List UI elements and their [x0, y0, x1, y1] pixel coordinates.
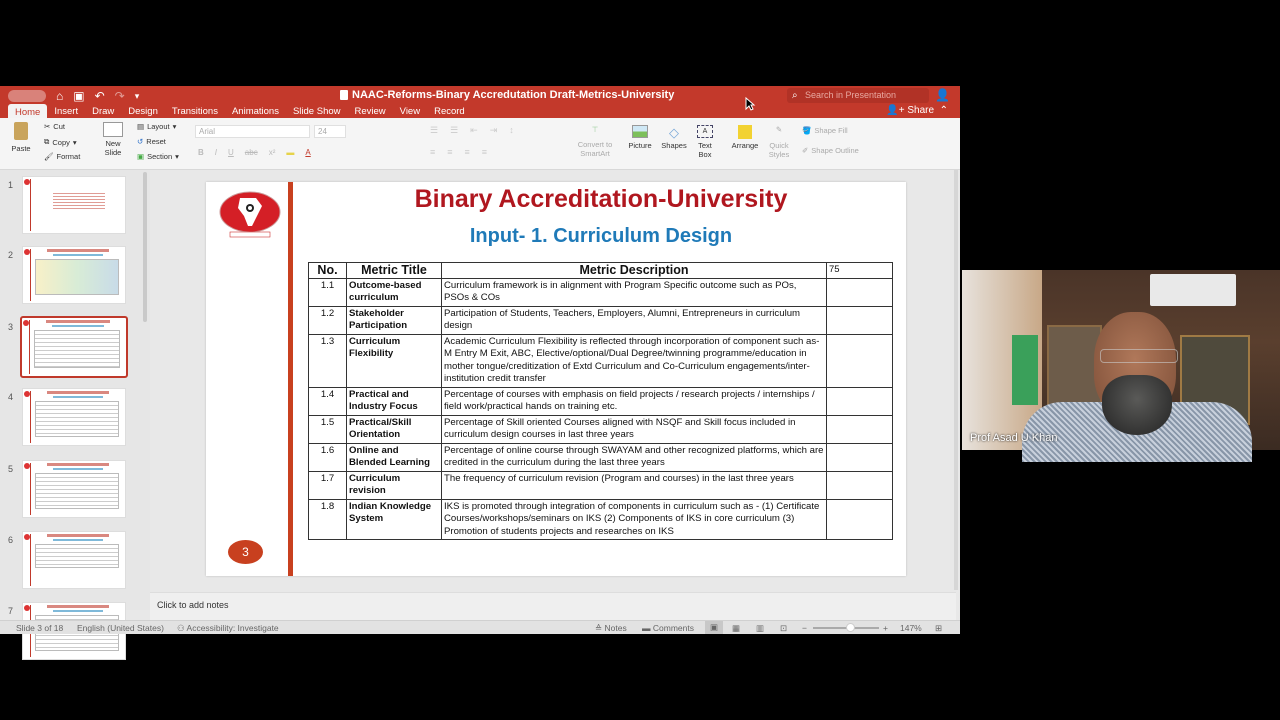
- share-label: Share: [907, 105, 935, 116]
- participant-video: [962, 270, 1280, 450]
- workspace: [0, 170, 960, 620]
- pen-icon: ✐: [802, 146, 809, 155]
- metric-score: [827, 334, 893, 387]
- normal-view-button[interactable]: [705, 621, 723, 634]
- chevron-down-icon: ▾: [172, 122, 177, 131]
- table-header-row: [309, 263, 893, 279]
- shape-outline-label: Shape Outline: [811, 146, 859, 155]
- tab-review[interactable]: Review: [354, 106, 386, 117]
- font-size-value: 24: [318, 127, 327, 136]
- metric-title: Practical/Skill Orientation: [347, 415, 442, 443]
- accessibility-label: Accessibility: Investigate: [186, 623, 279, 633]
- text-box-icon: A: [697, 125, 713, 138]
- zoom-out-button[interactable]: −: [802, 623, 807, 633]
- table-row: [309, 471, 893, 499]
- brush-icon: 🖌: [44, 152, 54, 161]
- header-score: 75: [827, 263, 893, 279]
- text-box-label: Text Box: [698, 141, 712, 159]
- status-bar: [0, 620, 960, 634]
- new-slide-icon: [103, 122, 123, 137]
- thumbnail-number: 6: [8, 535, 14, 545]
- tab-home[interactable]: Home: [8, 104, 47, 120]
- text-highlight-icon[interactable]: ▬: [286, 148, 295, 157]
- thumbnail-number: 5: [8, 464, 14, 474]
- metric-no: 1.2: [309, 306, 347, 334]
- slide-subtitle[interactable]: Input- 1. Curriculum Design: [469, 225, 733, 247]
- metric-title: Curriculum revision: [347, 471, 442, 499]
- shape-fill-label: Shape Fill: [814, 126, 848, 135]
- metric-score: [827, 443, 893, 471]
- metric-description: Curriculum framework is in alignment with Program Specific outcome such as POs, PSOs & COs: [442, 278, 827, 306]
- shape-outline-button[interactable]: [802, 146, 859, 155]
- metric-title: Curriculum Flexibility: [347, 334, 442, 387]
- home-icon[interactable]: ⌂: [56, 89, 64, 103]
- tab-transitions[interactable]: Transitions: [171, 106, 218, 117]
- fit-to-window-button[interactable]: [935, 623, 942, 634]
- tab-view[interactable]: View: [399, 106, 421, 117]
- font-color-icon[interactable]: A: [305, 148, 311, 157]
- video-background: [1150, 274, 1236, 306]
- reset-button[interactable]: [137, 137, 166, 146]
- picture-icon: [632, 125, 648, 138]
- thumbnail-slide-1[interactable]: [0, 176, 140, 236]
- header-no: No.: [309, 263, 347, 279]
- metric-description: IKS is promoted through integration of components in curriculum such as - (1) Certificate Courses/workshops/seminars on IKS (2) Components of IKS in core curriculum (3) Promotion of students projects and researches on IKS: [442, 499, 827, 540]
- thumbnail-number: 3: [8, 322, 14, 332]
- layout-icon: ▤: [137, 122, 145, 131]
- language-indicator[interactable]: English (United States): [77, 623, 164, 633]
- thumbnail-number: 4: [8, 392, 14, 402]
- paragraph-tools: [430, 125, 514, 136]
- search-input[interactable]: [787, 88, 929, 103]
- window-controls[interactable]: [8, 90, 46, 102]
- increase-indent-icon[interactable]: ⇥: [489, 125, 498, 135]
- notes-icon: ≙: [595, 623, 603, 633]
- accessibility-icon: ⚇: [177, 623, 185, 633]
- thumbnail-image[interactable]: [22, 176, 126, 234]
- font-name-select[interactable]: [195, 125, 310, 138]
- metric-title: Practical and Industry Focus: [347, 387, 442, 415]
- reset-icon: ↺: [137, 137, 144, 146]
- paint-bucket-icon: 🪣: [802, 126, 812, 135]
- customize-toolbar-icon[interactable]: ▾: [134, 90, 140, 101]
- powerpoint-window: [0, 86, 960, 634]
- metric-score: [827, 278, 893, 306]
- cut-label: Cut: [53, 122, 65, 131]
- slide-title[interactable]: Binary Accreditation-University: [414, 185, 788, 213]
- metric-description: Percentage of Skill oriented Courses aligned with NSQF and Skill focus included in curriculum design courses in last three years: [442, 415, 827, 443]
- thumbnail-slide-5[interactable]: [0, 460, 140, 520]
- metric-no: 1.7: [309, 471, 347, 499]
- italic-icon[interactable]: I: [214, 148, 218, 157]
- new-slide-button[interactable]: [98, 122, 128, 157]
- document-icon: [340, 90, 348, 100]
- section-button[interactable]: [137, 152, 179, 161]
- font-name-value: Arial: [199, 127, 216, 136]
- notes-label: Notes: [604, 623, 627, 633]
- title-bar: [0, 86, 960, 118]
- table-row: [309, 499, 893, 540]
- alignment-tools: [430, 147, 487, 157]
- comments-label: Comments: [652, 623, 694, 633]
- participant-figure: [1100, 349, 1178, 363]
- tab-animations[interactable]: Animations: [231, 106, 279, 117]
- quick-styles-icon: ✎: [775, 125, 783, 134]
- numbering-icon[interactable]: ☰: [450, 125, 459, 135]
- ribbon-home: [0, 118, 960, 170]
- layout-label: Layout: [147, 122, 170, 131]
- slide[interactable]: [206, 182, 906, 576]
- quick-styles-label: Quick Styles: [768, 141, 790, 159]
- slide-scrollbar[interactable]: [954, 170, 958, 590]
- metric-description: Percentage of online course through SWAYAM and other recognized platforms, which are credited in the curriculum during the last three years: [442, 443, 827, 471]
- layout-button[interactable]: [137, 122, 176, 131]
- slide-canvas: [150, 170, 956, 592]
- metric-title: Online and Blended Learning: [347, 443, 442, 471]
- slide-counter: Slide 3 of 18: [16, 623, 64, 633]
- video-background: [1012, 335, 1038, 405]
- participant-name: Prof Asad U Khan: [970, 432, 1058, 444]
- copy-icon: ⧉: [44, 137, 50, 146]
- notes-button[interactable]: [595, 623, 627, 634]
- font-format-row: [198, 148, 311, 157]
- tab-draw[interactable]: Draw: [92, 106, 115, 117]
- shapes-button[interactable]: [659, 125, 689, 150]
- table-row: [309, 278, 893, 306]
- align-center-icon[interactable]: ≡: [447, 147, 453, 157]
- shapes-icon: ◇: [669, 125, 679, 140]
- align-left-icon[interactable]: ≡: [430, 147, 436, 157]
- participant-figure: [1102, 375, 1172, 435]
- search-icon: ⌕: [792, 90, 798, 101]
- document-title-text: NAAC-Reforms-Binary Accredutation Draft-Metrics-University: [352, 89, 675, 101]
- paste-label: Paste: [11, 144, 31, 153]
- thumbnail-slide-6[interactable]: [0, 531, 140, 591]
- collapse-ribbon-icon[interactable]: ⌃: [936, 105, 948, 116]
- zoom-slider-handle[interactable]: [846, 623, 855, 632]
- accessibility-button[interactable]: [177, 623, 279, 634]
- metric-no: 1.6: [309, 443, 347, 471]
- superscript-icon[interactable]: x²: [268, 148, 276, 157]
- shapes-label: Shapes: [661, 141, 687, 150]
- metric-score: [827, 471, 893, 499]
- justify-icon[interactable]: ≡: [481, 147, 488, 157]
- zoom-level[interactable]: 147%: [900, 623, 922, 633]
- smartart-icon: ⊤: [591, 125, 599, 134]
- clipboard-icon: [14, 122, 28, 140]
- metrics-table[interactable]: [308, 262, 893, 540]
- comment-icon: ▬: [642, 623, 651, 633]
- reset-label: Reset: [146, 137, 166, 146]
- notes-placeholder: Click to add notes: [157, 600, 229, 610]
- grid-icon: ▦: [732, 623, 741, 633]
- chevron-down-icon: ▾: [175, 152, 179, 161]
- chevron-down-icon: ▾: [72, 137, 77, 147]
- metric-title: Indian Knowledge System: [347, 499, 442, 540]
- mouse-cursor-icon: [745, 97, 755, 111]
- metric-no: 1.4: [309, 387, 347, 415]
- thumbnail-number: 7: [8, 606, 14, 616]
- section-icon: ▣: [137, 152, 145, 161]
- arrange-button[interactable]: [728, 125, 762, 150]
- picture-label: Picture: [628, 141, 652, 150]
- tab-record[interactable]: Record: [434, 106, 465, 117]
- zoom-in-button[interactable]: +: [883, 623, 888, 633]
- convert-smartart-button[interactable]: [574, 125, 616, 158]
- metric-no: 1.1: [309, 278, 347, 306]
- normal-view-icon: ▣: [710, 622, 719, 632]
- metric-title: Outcome-based curriculum: [347, 278, 442, 306]
- metric-score: [827, 387, 893, 415]
- tab-insert[interactable]: Insert: [54, 106, 79, 117]
- line-spacing-icon[interactable]: ↕: [509, 125, 514, 135]
- slide-thumbnails-panel[interactable]: [0, 170, 150, 616]
- decrease-indent-icon[interactable]: ⇤: [470, 125, 478, 135]
- table-row: [309, 334, 893, 387]
- picture-button[interactable]: [625, 125, 655, 150]
- underline-icon[interactable]: U: [228, 148, 234, 157]
- align-right-icon[interactable]: ≡: [464, 147, 470, 157]
- arrange-label: Arrange: [731, 141, 759, 150]
- profile-icon[interactable]: 👤: [935, 88, 950, 102]
- format-label: Format: [56, 152, 81, 161]
- metric-description: Participation of Students, Teachers, Employers, Alumni, Entrepreneurs in curriculum design: [442, 306, 827, 334]
- thumbnail-image[interactable]: [22, 460, 126, 518]
- redo-icon[interactable]: ↷: [114, 89, 125, 103]
- metric-description: The frequency of curriculum revision (Program and courses) in the last three years: [442, 471, 827, 499]
- naac-logo: [218, 190, 282, 240]
- search-placeholder: Search in Presentation: [805, 90, 897, 100]
- metric-no: 1.3: [309, 334, 347, 387]
- save-icon[interactable]: ▣: [73, 89, 85, 103]
- metric-score: [827, 306, 893, 334]
- thumbnail-slide-2[interactable]: [0, 246, 140, 306]
- slide-sorter-button[interactable]: [732, 623, 740, 634]
- metric-description: Percentage of courses with emphasis on field projects / research projects / internships / field work/practical hands on training etc.: [442, 387, 827, 415]
- cut-button[interactable]: [44, 122, 65, 131]
- table-row: [309, 443, 893, 471]
- reading-view-button[interactable]: [756, 623, 764, 634]
- thumbnail-slide-3[interactable]: [0, 318, 140, 378]
- share-button[interactable]: [886, 105, 948, 116]
- tab-slide-show[interactable]: Slide Show: [292, 106, 341, 117]
- presenter-icon: ⊡: [780, 623, 788, 633]
- table-row: [309, 387, 893, 415]
- strikethrough-icon[interactable]: abc: [244, 148, 258, 157]
- paste-button[interactable]: [8, 122, 34, 153]
- thumbnail-number: 1: [8, 180, 14, 190]
- fit-window-icon: ⊞: [935, 623, 943, 633]
- quick-access-toolbar: [8, 89, 139, 103]
- thumbnail-image[interactable]: [22, 531, 126, 589]
- scissors-icon: ✂: [44, 122, 51, 131]
- font-size-select[interactable]: [314, 125, 346, 138]
- reading-view-icon: ▥: [756, 623, 765, 633]
- add-person-icon: 👤+: [886, 105, 905, 116]
- thumbnails-scrollbar[interactable]: [143, 172, 147, 322]
- section-label: Section: [147, 152, 173, 161]
- table-row: [309, 415, 893, 443]
- undo-icon[interactable]: ↶: [94, 89, 105, 103]
- arrange-icon: [738, 125, 752, 139]
- convert-smartart-label: Convert to SmartArt: [577, 140, 613, 158]
- header-metric-description: Metric Description: [442, 263, 827, 279]
- notes-pane[interactable]: [150, 592, 956, 620]
- metric-no: 1.8: [309, 499, 347, 540]
- format-painter-button[interactable]: [44, 152, 80, 161]
- quick-styles-button[interactable]: [765, 125, 793, 159]
- metric-title: Stakeholder Participation: [347, 306, 442, 334]
- slideshow-button[interactable]: [780, 623, 787, 634]
- thumbnail-slide-4[interactable]: [0, 388, 140, 448]
- metric-description: Academic Curriculum Flexibility is reflected through incorporation of component such as- M Entry M Exit, ABC, Elective/optional/Dual Degree/twinning programme/education in mother tongue/creditization of Extd Curriculum and Co-Curriculum engagements/inter-institution credit transfer: [442, 334, 827, 387]
- text-box-button[interactable]: [694, 125, 716, 159]
- shape-fill-button[interactable]: [802, 126, 848, 135]
- metric-score: [827, 499, 893, 540]
- comments-button[interactable]: [642, 623, 694, 633]
- copy-button[interactable]: [44, 137, 77, 147]
- accent-bar: [288, 182, 293, 576]
- metric-score: [827, 415, 893, 443]
- bullets-icon[interactable]: ☰: [430, 125, 439, 135]
- slide-number-badge: 3: [228, 540, 263, 564]
- copy-label: Copy: [52, 137, 70, 147]
- header-metric-title: Metric Title: [347, 263, 442, 279]
- metric-no: 1.5: [309, 415, 347, 443]
- thumbnail-image-active[interactable]: [20, 316, 128, 378]
- thumbnail-number: 2: [8, 250, 14, 260]
- thumbnail-image[interactable]: [22, 246, 126, 304]
- new-slide-label: New Slide: [104, 139, 122, 157]
- table-row: [309, 306, 893, 334]
- tab-design[interactable]: Design: [128, 106, 158, 117]
- bold-icon[interactable]: B: [198, 148, 204, 157]
- document-title: [340, 89, 674, 101]
- thumbnail-image[interactable]: [22, 388, 126, 446]
